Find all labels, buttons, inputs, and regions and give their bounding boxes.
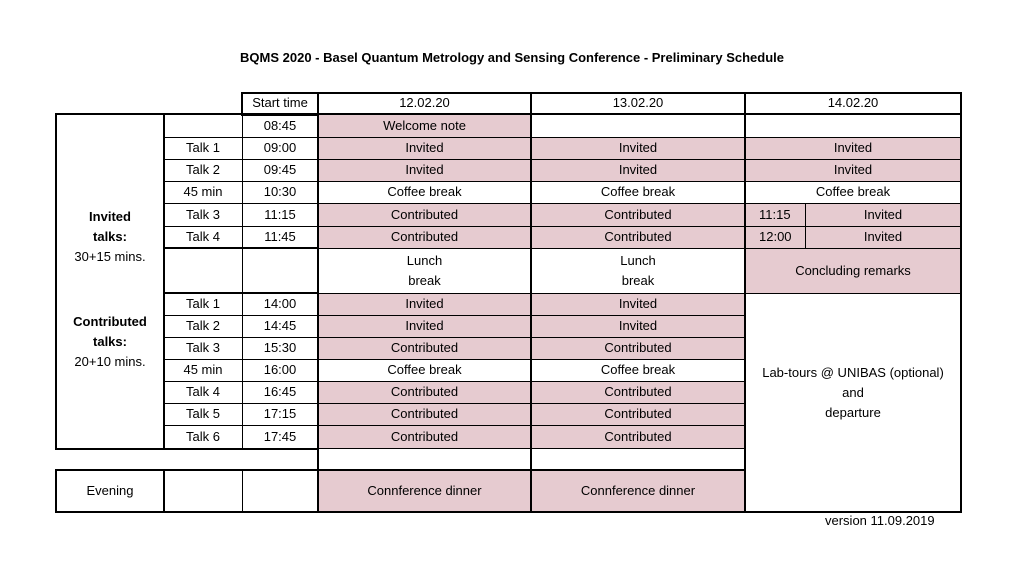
label-afternoon-talk-5: Talk 5: [186, 406, 220, 421]
time-1115: 11:15: [264, 206, 296, 222]
day2-coffee-break: Coffee break: [600, 184, 676, 199]
contributed-talks-label: Contributed talks: 20+10 mins.: [73, 314, 147, 369]
day2-session: Contributed: [531, 337, 745, 359]
day2-lunch-break: Lunch break: [620, 252, 656, 288]
day3-session: Invited: [745, 137, 961, 159]
time-0845: 08:45: [263, 117, 297, 133]
day2-session: Contributed: [531, 226, 745, 248]
version-label: version 11.09.2019: [825, 513, 935, 528]
label-afternoon-talk-1: Talk 1: [186, 296, 220, 311]
time-1715: 17:15: [263, 406, 297, 421]
label-talk-1: Talk 1: [186, 140, 220, 155]
day1-session: Invited: [318, 293, 531, 315]
day1-session: Invited: [318, 315, 531, 337]
day3-session: Invited: [805, 226, 961, 248]
day1-session: Contributed: [318, 203, 531, 226]
day2-coffee-break: Coffee break: [600, 362, 676, 377]
page-title: BQMS 2020 - Basel Quantum Metrology and Sensing Conference - Preliminary Schedule: [240, 50, 784, 65]
invited-talks-label: Invited talks: 30+15 mins.: [74, 209, 146, 264]
day1-session: Invited: [318, 159, 531, 181]
day3-session: Invited: [805, 203, 961, 226]
time-1745: 17:45: [263, 428, 297, 444]
time-1030: 10:30: [263, 184, 297, 199]
label-talk-4: Talk 4: [186, 229, 220, 244]
day2-session: Contributed: [531, 203, 745, 226]
day2-session: Invited: [531, 315, 745, 337]
header-start-time: Start time: [252, 95, 308, 110]
day3-coffee-break: Coffee break: [815, 184, 891, 199]
day2-session: Contributed: [531, 381, 745, 403]
day3-lab-tours-and-departure: Lab-tours @ UNIBAS (optional) and departure: [762, 364, 944, 420]
day1-welcome-note: Welcome note: [318, 114, 531, 137]
time-0900: 09:00: [263, 140, 297, 155]
day2-session: Contributed: [531, 403, 745, 425]
evening-label: Evening: [86, 483, 134, 498]
day3-session: Invited: [745, 159, 961, 181]
day1-session: Invited: [318, 137, 531, 159]
day1-coffee-break: Coffee break: [387, 362, 462, 377]
time-1600: 16:00: [263, 362, 297, 377]
day3-time-1115: 11:15: [745, 203, 805, 226]
label-talk-3: Talk 3: [186, 206, 220, 222]
time-1645: 16:45: [263, 384, 297, 399]
label-afternoon-talk-2: Talk 2: [186, 318, 220, 333]
day1-session: Contributed: [318, 425, 531, 448]
day2-session: Contributed: [531, 425, 745, 448]
header-day-2: 13.02.20: [612, 95, 664, 110]
label-afternoon-talk-6: Talk 6: [186, 428, 220, 444]
day2-session: Invited: [531, 293, 745, 315]
day1-coffee-break: Coffee break: [387, 184, 462, 199]
time-1445: 14:45: [263, 318, 297, 333]
label-afternoon-talk-4: Talk 4: [186, 384, 220, 399]
time-1400: 14:00: [263, 296, 297, 311]
day1-session: Contributed: [318, 381, 531, 403]
day1-lunch-break: Lunch break: [406, 252, 443, 288]
header-day-1: 12.02.20: [399, 95, 450, 110]
day2-session: Invited: [531, 137, 745, 159]
label-afternoon-talk-3: Talk 3: [186, 340, 220, 355]
day3-concluding-remarks: Concluding remarks: [745, 248, 961, 293]
day3-time-1200: 12:00: [745, 226, 805, 248]
label-45-min: 45 min: [183, 184, 223, 199]
time-1145: 11:45: [264, 229, 296, 244]
time-0945: 09:45: [263, 162, 297, 177]
label-afternoon-45-min: 45 min: [183, 362, 223, 377]
day1-session: Contributed: [318, 403, 531, 425]
day1-session: Contributed: [318, 226, 531, 248]
day2-conference-dinner: Connference dinner: [531, 470, 745, 512]
day1-session: Contributed: [318, 337, 531, 359]
label-talk-2: Talk 2: [186, 162, 220, 177]
time-1530: 15:30: [263, 340, 297, 355]
header-day-3: 14.02.20: [827, 95, 879, 110]
day2-session: Invited: [531, 159, 745, 181]
day1-conference-dinner: Connference dinner: [318, 470, 531, 512]
